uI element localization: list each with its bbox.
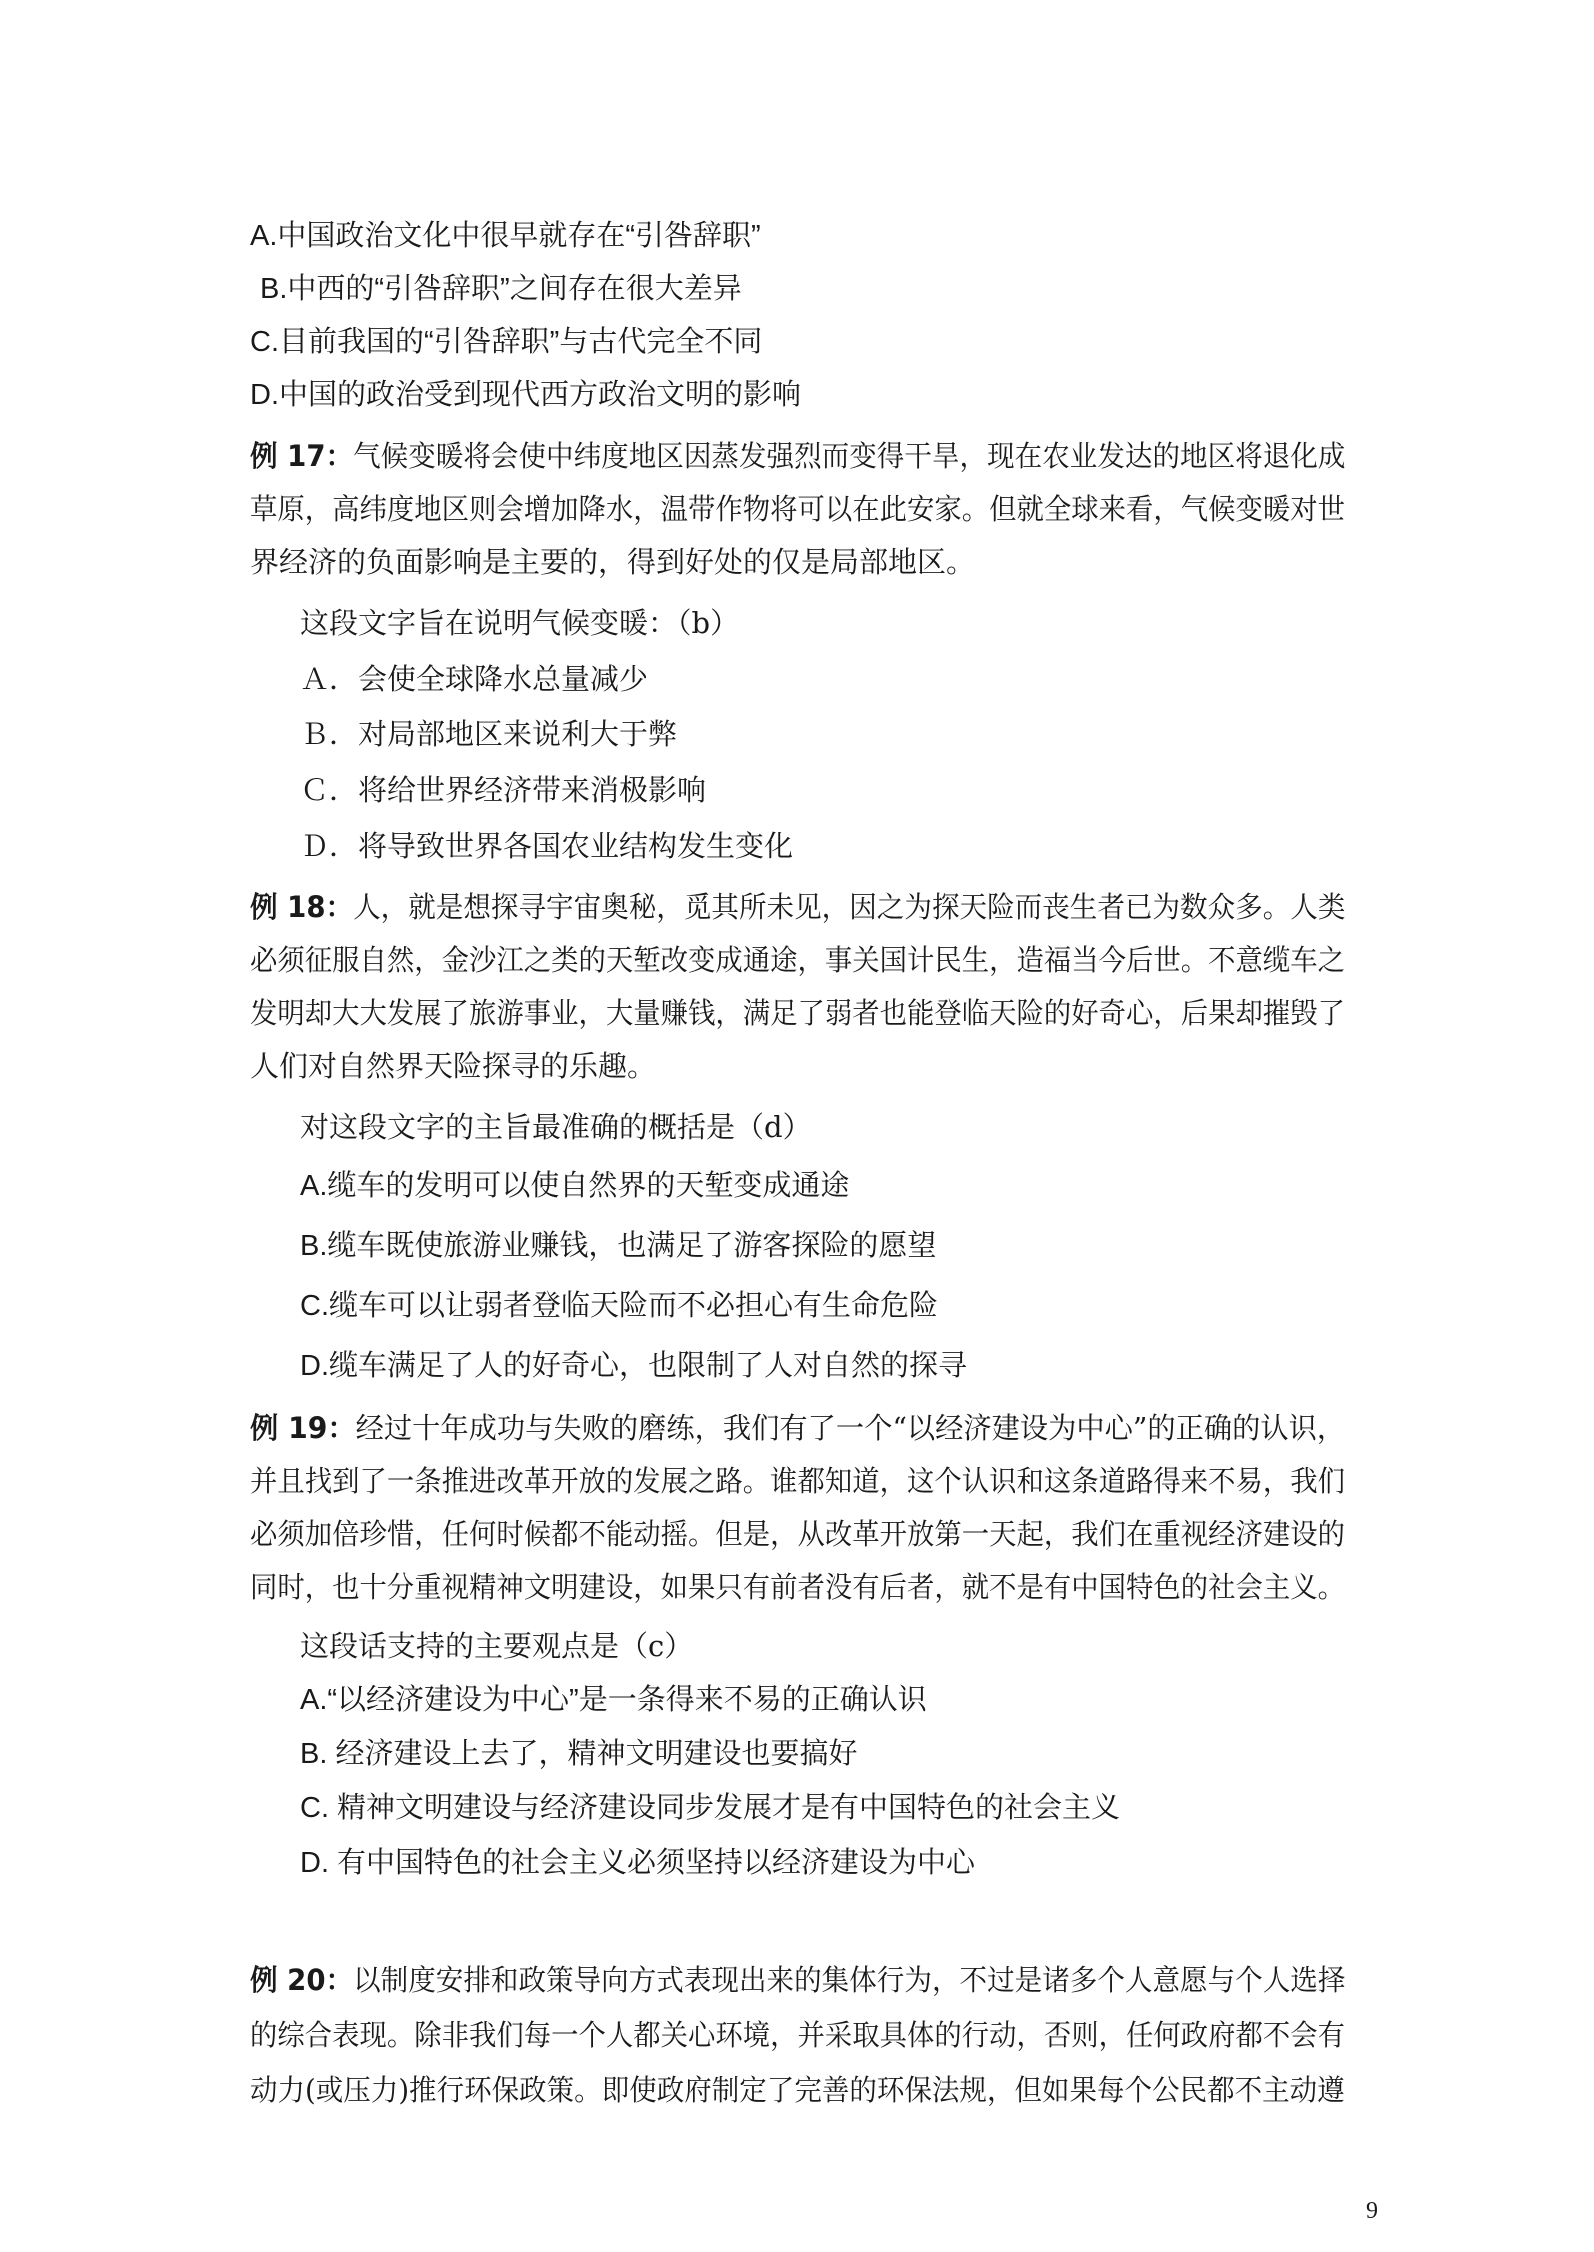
example-17-option-a: Ａ．会使全球降水总量减少 xyxy=(300,662,649,696)
example-17-line-2: 草原，高纬度地区则会增加降水，温带作物将可以在此安家。但就全球来看，气候变暖对世 xyxy=(250,492,1346,526)
example-17-label: 例 17： xyxy=(250,439,354,473)
example-17-option-d: Ｄ．将导致世界各国农业结构发生变化 xyxy=(300,829,794,863)
example-18-option-b: B.缆车既使旅游业赚钱，也满足了游客探险的愿望 xyxy=(300,1230,937,1262)
option-a: A.中国政治文化中很早就存在“引咎辞职” xyxy=(250,220,761,252)
page-number: 9 xyxy=(1366,2198,1378,2224)
example-19-question: 这段话支持的主要观点是（c） xyxy=(300,1629,694,1663)
example-20-line-2: 的综合表现。除非我们每一个人都关心环境，并采取具体的行动，否则，任何政府都不会有 xyxy=(250,2018,1346,2052)
example-17-option-b: Ｂ．对局部地区来说利大于弊 xyxy=(300,717,678,751)
example-18-option-d: D.缆车满足了人的好奇心，也限制了人对自然的探寻 xyxy=(300,1350,968,1382)
option-c: C.目前我国的“引咎辞职”与古代完全不同 xyxy=(250,326,763,358)
example-18-label: 例 18： xyxy=(250,890,354,924)
example-19-option-c: C. 精神文明建设与经济建设同步发展才是有中国特色的社会主义 xyxy=(300,1792,1121,1824)
example-19-line-2: 并且找到了一条推进改革开放的发展之路。谁都知道，这个认识和这条道路得来不易，我们 xyxy=(250,1464,1346,1498)
option-d: D.中国的政治受到现代西方政治文明的影响 xyxy=(250,379,802,411)
example-18-question: 对这段文字的主旨最准确的概括是（d） xyxy=(300,1110,812,1144)
example-18-line-3: 发明却大大发展了旅游事业，大量赚钱，满足了弱者也能登临天险的好奇心，后果却摧毁了 xyxy=(250,996,1346,1030)
example-18-line-4: 人们对自然界天险探寻的乐趣。 xyxy=(250,1049,657,1083)
example-18-line-1: 例 18：人，就是想探寻宇宙奥秘，觅其所未见，因之为探天险而丧生者已为数众多。人类 xyxy=(250,890,1346,924)
example-19-line-4: 同时，也十分重视精神文明建设，如果只有前者没有后者，就不是有中国特色的社会主义。 xyxy=(250,1570,1346,1604)
example-19-option-a: A.“以经济建设为中心”是一条得来不易的正确认识 xyxy=(300,1684,927,1716)
example-19-line-3: 必须加倍珍惜，任何时候都不能动摇。但是，从改革开放第一天起，我们在重视经济建设的 xyxy=(250,1517,1346,1551)
example-20-line-1: 例 20：以制度安排和政策导向方式表现出来的集体行为，不过是诸多个人意愿与个人选择 xyxy=(250,1963,1346,1997)
example-18-line-2: 必须征服自然，金沙江之类的天堑改变成通途，事关国计民生，造福当今后世。不意缆车之 xyxy=(250,943,1346,977)
example-17-option-c: Ｃ．将给世界经济带来消极影响 xyxy=(300,773,707,807)
example-20-label: 例 20： xyxy=(250,1963,354,1997)
example-18-option-c: C.缆车可以让弱者登临天险而不必担心有生命危险 xyxy=(300,1290,939,1322)
example-17-question: 这段文字旨在说明气候变暖：（b） xyxy=(300,606,740,640)
example-18-option-a: A.缆车的发明可以使自然界的天堑变成通途 xyxy=(300,1170,850,1202)
example-17-line-1: 例 17：气候变暖将会使中纬度地区因蒸发强烈而变得干旱，现在农业发达的地区将退化成 xyxy=(250,439,1346,473)
example-17-line-3: 界经济的负面影响是主要的，得到好处的仅是局部地区。 xyxy=(250,545,976,579)
example-20-line-3: 动力(或压力)推行环保政策。即使政府制定了完善的环保法规，但如果每个公民都不主动遵 xyxy=(250,2073,1345,2107)
example-19-option-b: B. 经济建设上去了，精神文明建设也要搞好 xyxy=(300,1738,858,1770)
option-b: B.中西的“引咎辞职”之间存在很大差异 xyxy=(260,273,742,305)
example-19-line-1: 例 19：经过十年成功与失败的磨练，我们有了一个“以经济建设为中心”的正确的认识， xyxy=(250,1411,1346,1445)
example-19-label: 例 19： xyxy=(250,1411,356,1445)
example-19-option-d: D. 有中国特色的社会主义必须坚持以经济建设为中心 xyxy=(300,1847,976,1879)
